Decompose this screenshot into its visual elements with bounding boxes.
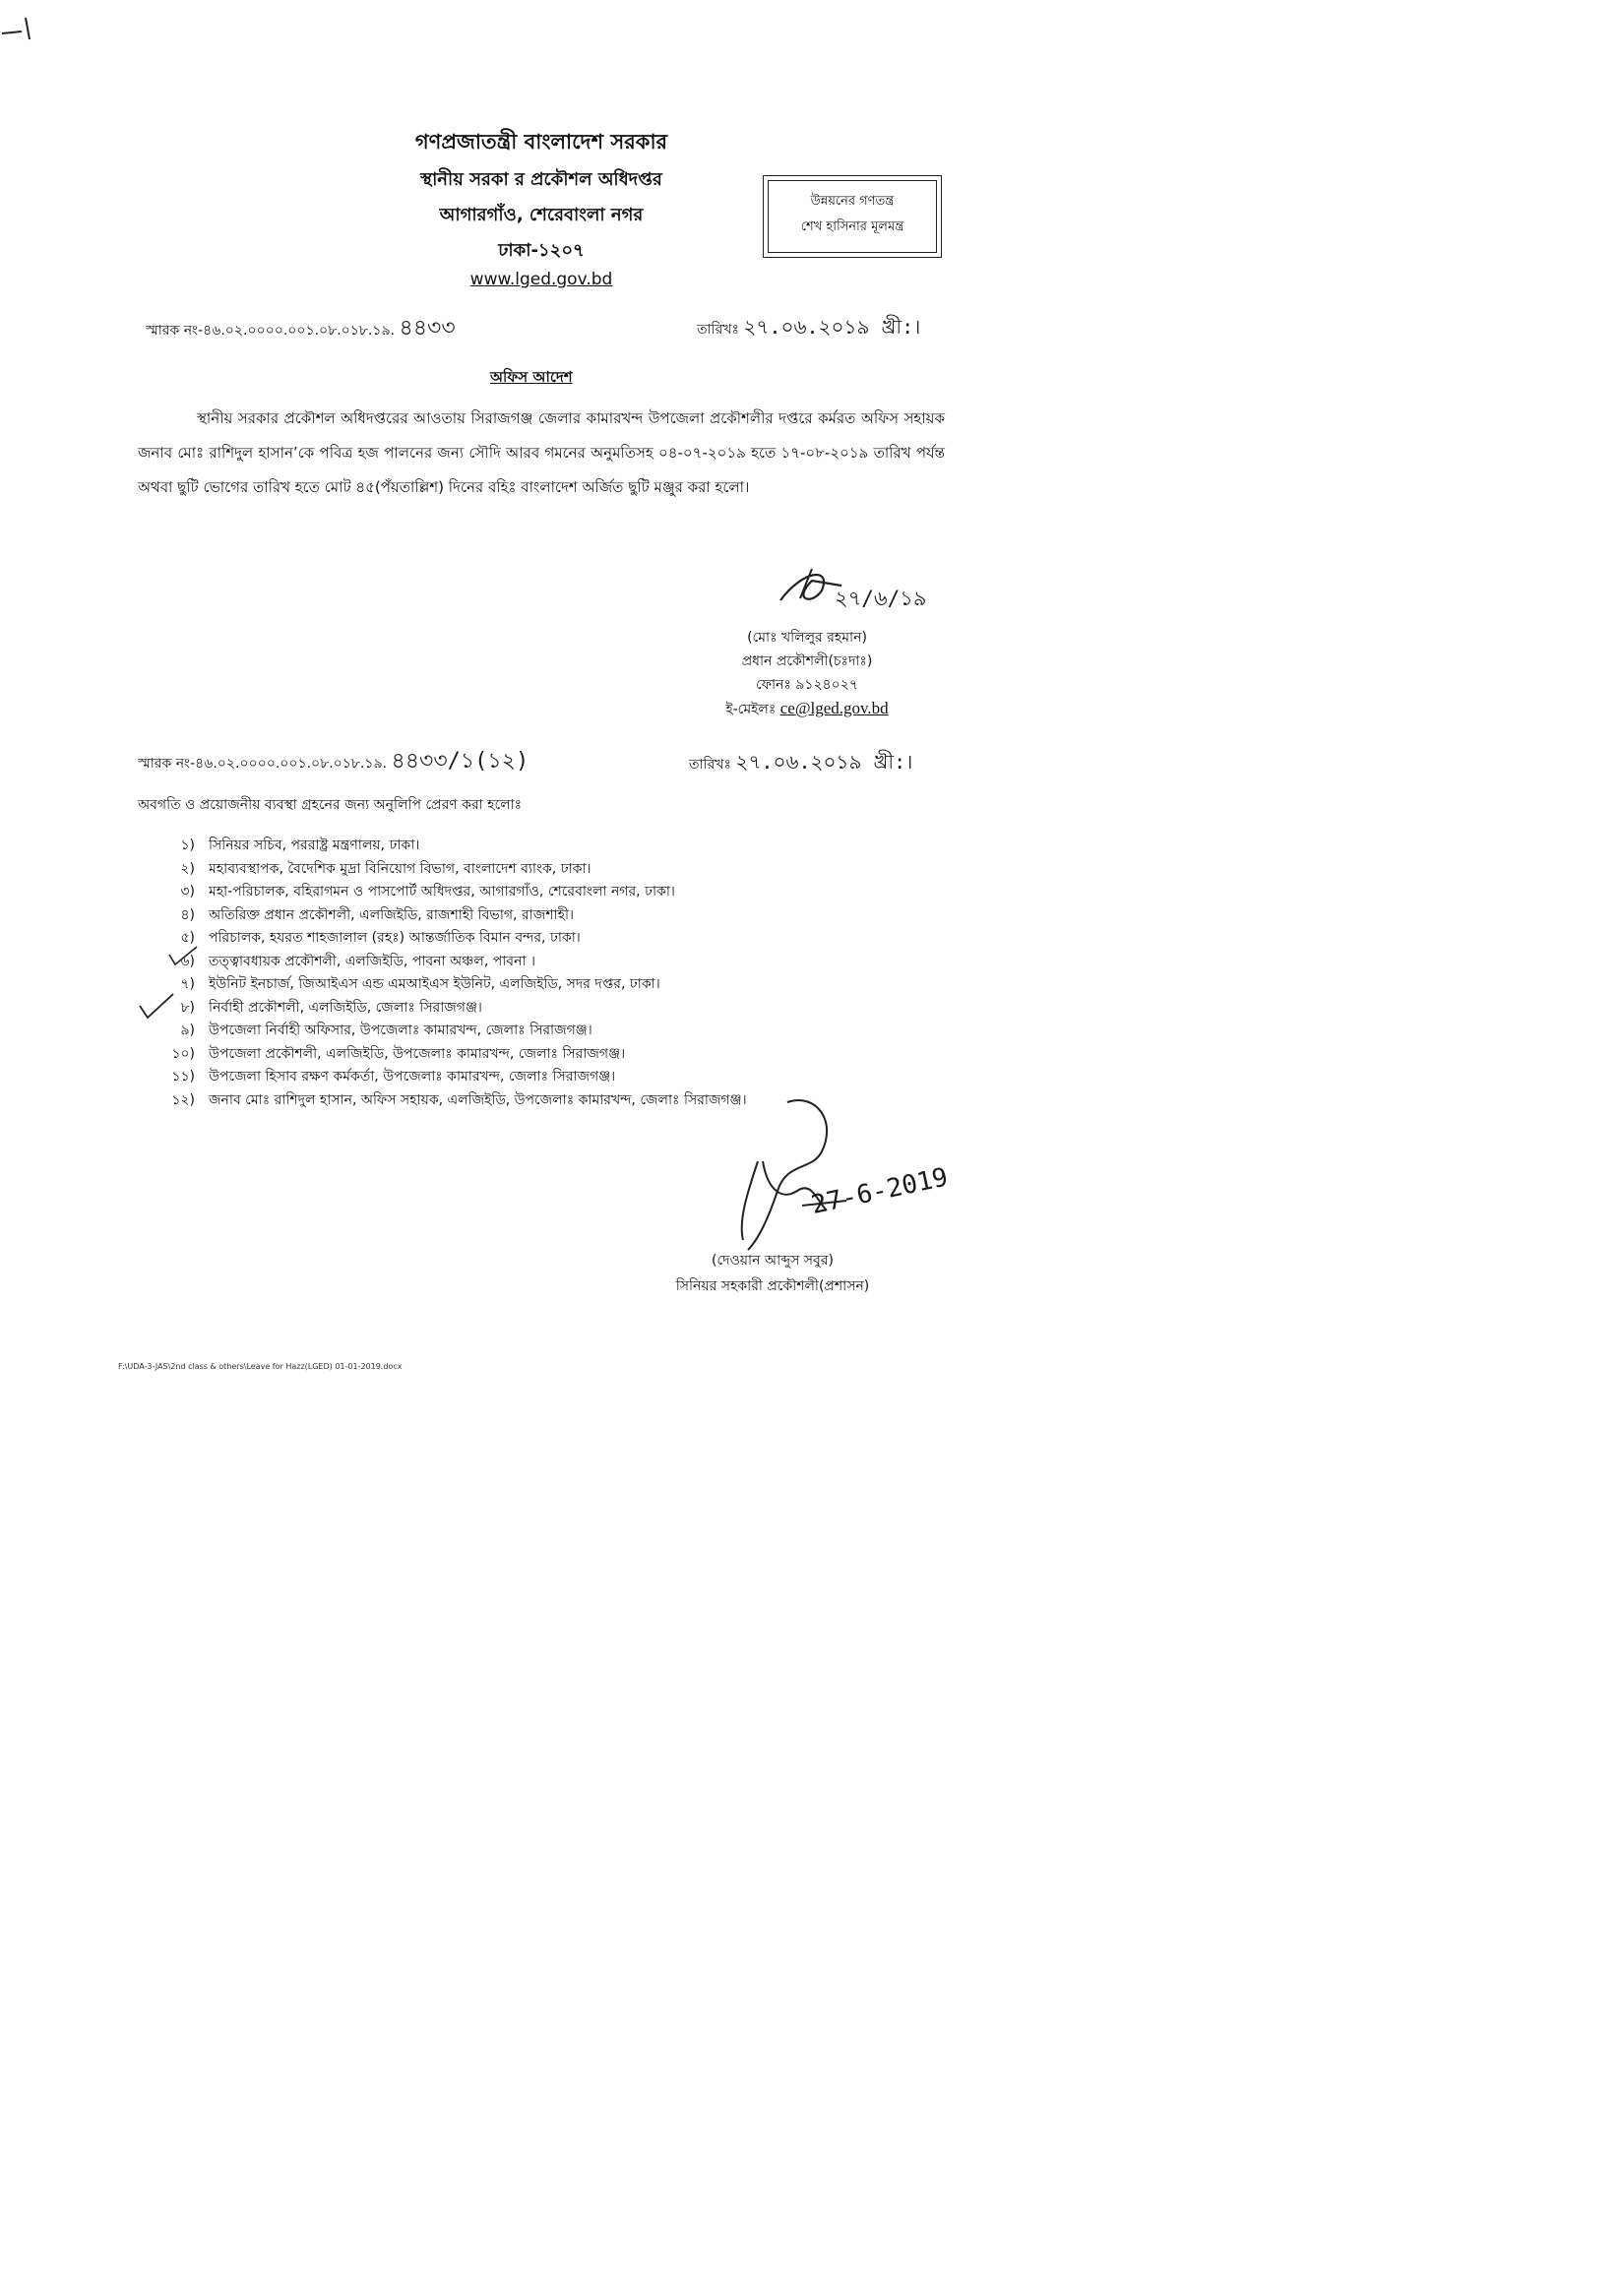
email-label: ই-মেইলঃ	[725, 702, 777, 717]
list-item-number: ১২)	[171, 1091, 195, 1108]
list-item-text: মহা-পরিচালক, বহিরাগমন ও পাসপোর্ট অধিদপ্তর, আগারগাঁও, শেরেবাংলা নগর, ঢাকা।	[209, 884, 675, 900]
signatory-1-phone: ফোনঃ ৯১২৪০২৭	[756, 677, 858, 693]
header-address: আগারগাঁও, শেরেবাংলা নগর	[439, 205, 644, 225]
list-item-number: ৬)	[180, 953, 195, 969]
slogan-line-1: উন্নয়নের গণতন্ত্র	[810, 194, 895, 209]
header-city: ঢাকা-১২০৭	[498, 240, 585, 261]
list-item-number: ৪)	[180, 906, 195, 923]
list-item-text: উপজেলা হিসাব রক্ষণ কর্মকর্তা, উপজেলাঃ কামারখন্দ, জেলাঃ সিরাজগঞ্জ।	[209, 1069, 616, 1085]
tick-mark	[138, 992, 177, 1022]
list-item-number: ৮)	[180, 999, 195, 1016]
corner-scribble	[0, 14, 39, 43]
signature-2-date: 27-6-2019	[808, 1162, 951, 1220]
signatory-2-block	[640, 1248, 905, 1299]
list-item	[146, 904, 894, 928]
date-handwritten: ২৭.০৬.২০১৯ খ্রী:।	[743, 315, 921, 339]
list-item-text: নির্বাহী প্রকৌশলী, এলজিইডি, জেলাঃ সিরাজগঞ্জ।	[209, 999, 482, 1016]
list-item	[146, 858, 894, 882]
signatory-2-designation: সিনিয়র সহকারী প্রকৌশলী(প্রশাসন)	[675, 1278, 870, 1294]
memo-date-2	[689, 748, 912, 780]
list-item-text: সিনিয়র সচিব, পররাষ্ট্র মন্ত্রণালয়, ঢাকা।	[209, 838, 420, 853]
list-item-text: তত্ত্বাবধায়ক প্রকৌশলী, এলজিইডি, পাবনা অঞ্চল, পাবনা ।	[209, 953, 535, 969]
list-item-number: ৫)	[180, 930, 195, 946]
memo-label: স্মারক নং-৪৬.০২.০০০০.০০১.০৮.০১৮.১৯.	[146, 323, 396, 339]
copy-intro: অবগতি ও প্রয়োজনীয় ব্যবস্থা গ্রহনের জন্য অনুলিপি প্রেরণ করা হলোঃ	[138, 797, 523, 813]
signatory-1-designation: প্রধান প্রকৌশলী(চঃদাঃ)	[741, 653, 873, 669]
tick-mark	[167, 945, 207, 968]
list-item	[146, 835, 894, 858]
memo-label: স্মারক নং-৪৬.০২.০০০০.০০১.০৮.০১৮.১৯.	[138, 756, 388, 772]
list-item-number: ৯)	[180, 1023, 195, 1038]
order-body: স্থানীয় সরকার প্রকৌশল অধিদপ্তরের আওতায় সিরাজগঞ্জ জেলার কামারখন্দ উপজেলা প্রকৌশলীর দপ্তরে কর্মরত অফিস সহায়ক জনাব মোঃ রাশিদুল হাসান’কে পবিত্র হজ পালনের জন্য সৌদি আরব গমনের অনুমতিসহ ০৪-০৭-২০১৯ হতে ১৭-০৮-২০১৯ তারিখ পর্যন্ত অথবা ছুটি ভোগের তারিখ হতে মোট ৪৫(পঁয়তাল্লিশ) দিনের বহিঃ বাংলাদেশ অর্জিত ছুটি মঞ্জুর করা হলো।	[138, 409, 945, 496]
signatory-1-email-line	[689, 697, 925, 721]
list-item	[146, 951, 894, 974]
list-item-text: অতিরিক্ত প্রধান প্রকৌশলী, এলজিইডি, রাজশাহী বিভাগ, রাজশাহী।	[209, 906, 574, 923]
list-item-number: ১০)	[171, 1045, 195, 1062]
list-item-text: পরিচালক, হযরত শাহজালাল (রহঃ) আন্তর্জাতিক বিমান বন্দর, ঢাকা।	[209, 930, 581, 946]
signature-1-date: ২৭/৬/১৯	[835, 587, 927, 610]
list-item	[146, 1066, 894, 1089]
list-item	[146, 1043, 894, 1067]
memo-number-1	[146, 311, 456, 347]
memo-number-2	[138, 744, 529, 780]
list-item-number: ১)	[180, 838, 195, 853]
list-item-text: জনাব মোঃ রাশিদুল হাসান, অফিস সহায়ক, এলজিইডি, উপজেলাঃ কামারখন্দ, জেলাঃ সিরাজগঞ্জ।	[209, 1091, 747, 1108]
list-item	[146, 1020, 894, 1043]
slogan-box	[768, 180, 937, 253]
signatory-1-name: (মোঃ খলিলুর রহমান)	[747, 630, 867, 646]
header-govt-name: গণপ্রজাতন্ত্রী বাংলাদেশ সরকার	[414, 130, 668, 154]
signatory-2-name: (দেওয়ান আব্দুস সবুর)	[712, 1253, 834, 1269]
signature-2	[728, 1092, 876, 1260]
list-item	[146, 881, 894, 904]
list-item-text: উপজেলা নির্বাহী অফিসার, উপজেলাঃ কামারখন্দ, জেলাঃ সিরাজগঞ্জ।	[209, 1023, 592, 1038]
list-item-number: ২)	[180, 860, 195, 877]
distribution-list	[146, 835, 894, 1112]
memo-handwritten-number: ৪৪৩৩	[399, 316, 456, 341]
list-item-text: ইউনিট ইনচার্জ, জিআইএস এন্ড এমআইএস ইউনিট, এলজিইডি, সদর দপ্তর, ঢাকা।	[209, 976, 660, 992]
signatory-1-block	[689, 626, 925, 721]
list-item	[146, 997, 894, 1021]
memo-handwritten-number: ৪৪৩৩/১(১২)	[391, 749, 529, 774]
date-label: তারিখঃ	[689, 757, 731, 773]
list-item-text: উপজেলা প্রকৌশলী, এলজিইডি, উপজেলাঃ কামারখন্দ, জেলাঃ সিরাজগঞ্জ।	[209, 1045, 626, 1062]
list-item-number: ৭)	[180, 976, 195, 992]
list-item	[146, 927, 894, 951]
slogan-line-2: শেখ হাসিনার মূলমন্ত্র	[800, 219, 904, 234]
header-department: স্থানীয় সরকা র প্রকৌশল অধিদপ্তর	[420, 169, 662, 190]
header-website[interactable]: www.lged.gov.bd	[469, 270, 613, 289]
list-item-text: মহাব্যবস্থাপক, বৈদেশিক মুদ্রা বিনিয়োগ বিভাগ, বাংলাদেশ ব্যাংক, ঢাকা।	[209, 860, 592, 877]
memo-date-1	[697, 313, 920, 345]
list-item-number: ৩)	[180, 884, 195, 900]
list-item-number: ১১)	[171, 1069, 195, 1085]
order-title: অফিস আদেশ	[490, 368, 573, 386]
email-link[interactable]: ce@lged.gov.bd	[779, 699, 889, 717]
date-handwritten: ২৭.০৬.২০১৯ খ্রী:।	[735, 750, 913, 774]
list-item	[146, 973, 894, 997]
date-label: তারিখঃ	[697, 322, 739, 338]
file-path: F:\UDA-3-JAS\2nd class & others\Leave for Hazz(LGED) 01-01-2019.docx	[118, 1362, 403, 1371]
